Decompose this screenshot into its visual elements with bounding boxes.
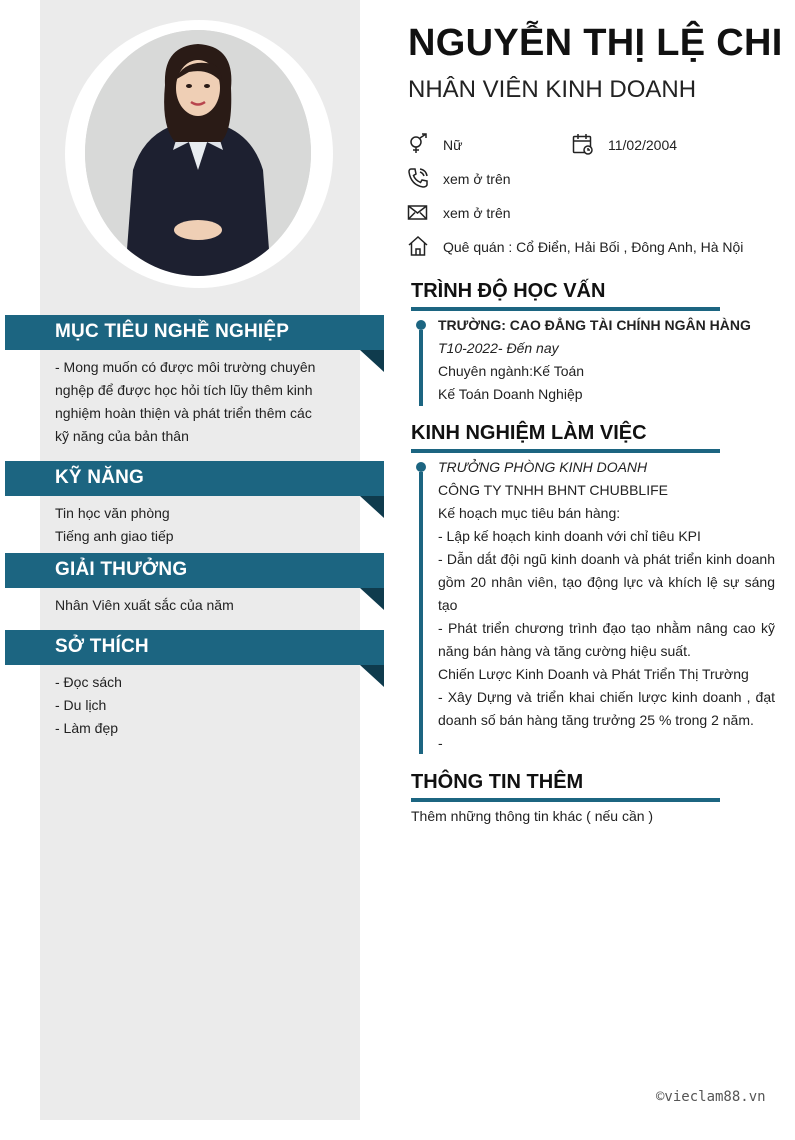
job-title: NHÂN VIÊN KINH DOANH: [408, 76, 697, 103]
education-detail: Kế Toán Doanh Nghiệp: [438, 386, 583, 402]
hobbies-banner: [5, 630, 384, 665]
skills-banner: [5, 461, 384, 496]
home-icon: [407, 235, 429, 257]
experience-line: - Lập kế hoạch kinh doanh với chỉ tiêu KPI: [438, 528, 701, 544]
mail-icon: [407, 201, 429, 223]
gender-value: Nữ: [443, 137, 463, 153]
skill-item: Tin học văn phòng: [55, 505, 170, 521]
experience-title: KINH NGHIỆM LÀM VIỆC: [411, 422, 647, 444]
experience-line: - Xây Dựng và triển khai chiến lược kinh doanh , đạt doanh số bán hàng tăng trưởng 25 % trong 2 năm.: [438, 689, 775, 728]
banner-fold: [360, 350, 384, 372]
skill-item: Tiếng anh giao tiếp: [55, 528, 174, 544]
watermark: ©vieclam88.vn: [656, 1089, 766, 1105]
hobby-item: - Du lịch: [55, 697, 107, 713]
experience-company: CÔNG TY TNHH BHNT CHUBBLIFE: [438, 482, 669, 498]
objective-text: [55, 356, 317, 448]
timeline-dot: [416, 320, 426, 330]
objective-line: nghiệm hoàn thiện và phát triển thêm các: [55, 405, 312, 421]
banner-fold: [360, 496, 384, 518]
experience-underline: [411, 449, 720, 453]
hobbies-title: SỞ THÍCH: [55, 636, 149, 657]
phone-value: xem ở trên: [443, 171, 511, 187]
school-name: TRƯỜNG: CAO ĐẲNG TÀI CHÍNH NGÂN HÀNG: [438, 317, 751, 333]
timeline-line: [419, 330, 423, 406]
extra-text: Thêm những thông tin khác ( nếu cần ): [411, 808, 654, 824]
hobby-item: - Làm đẹp: [55, 720, 119, 736]
awards-list: [55, 594, 317, 617]
experience-line: Kế hoạch mục tiêu bán hàng:: [438, 505, 621, 521]
experience-line: Chiến Lược Kinh Doanh và Phát Triển Thị Trường: [438, 666, 749, 682]
experience-block: [438, 456, 775, 755]
candidate-name: NGUYỄN THỊ LỆ CHI: [408, 22, 783, 64]
objective-title: MỤC TIÊU NGHỀ NGHIỆP: [55, 321, 290, 342]
timeline-line: [419, 472, 423, 754]
extra-underline: [411, 798, 720, 802]
education-major: Chuyên ngành:Kế Toán: [438, 363, 585, 379]
hometown-value: Quê quán : Cổ Điển, Hải Bối , Đông Anh, Hà Nội: [443, 239, 744, 255]
dob-value: 11/02/2004: [608, 137, 678, 153]
objective-banner: [5, 315, 384, 350]
objective-line: nghệp để được học hỏi tích lũy thêm kinh: [55, 382, 313, 398]
calendar-icon: [572, 133, 594, 155]
awards-title: GIẢI THƯỞNG: [55, 559, 188, 580]
experience-line: -: [438, 735, 443, 751]
education-block: [438, 314, 775, 406]
email-value: xem ở trên: [443, 205, 511, 221]
award-item: Nhân Viên xuất sắc của năm: [55, 597, 234, 613]
avatar: [85, 30, 311, 276]
objective-line: - Mong muốn có được môi trường chuyên: [55, 359, 316, 375]
phone-icon: [407, 167, 429, 189]
education-underline: [411, 307, 720, 311]
education-title: TRÌNH ĐỘ HỌC VẤN: [411, 280, 606, 302]
awards-banner: [5, 553, 384, 588]
gender-icon: [407, 133, 429, 155]
hobby-item: - Đọc sách: [55, 674, 122, 690]
extra-title: THÔNG TIN THÊM: [411, 771, 584, 793]
objective-line: kỹ năng của bản thân: [55, 428, 189, 444]
banner-fold: [360, 588, 384, 610]
timeline-dot: [416, 462, 426, 472]
experience-line: - Dẫn dắt đội ngũ kinh doanh và phát triển kinh doanh gồm 20 nhân viên, tạo động lực và khích lệ sự sáng tạo: [438, 551, 775, 613]
hobbies-list: [55, 671, 317, 740]
skills-title: KỸ NĂNG: [55, 467, 145, 488]
skills-list: [55, 502, 317, 548]
banner-fold: [360, 665, 384, 687]
education-period: T10-2022- Đến nay: [438, 340, 559, 356]
experience-line: - Phát triển chương trình đạo tạo nhằm nâng cao kỹ năng bán hàng và tăng cường hiệu suất.: [438, 620, 775, 659]
experience-role: TRƯỞNG PHÒNG KINH DOANH: [438, 459, 648, 475]
